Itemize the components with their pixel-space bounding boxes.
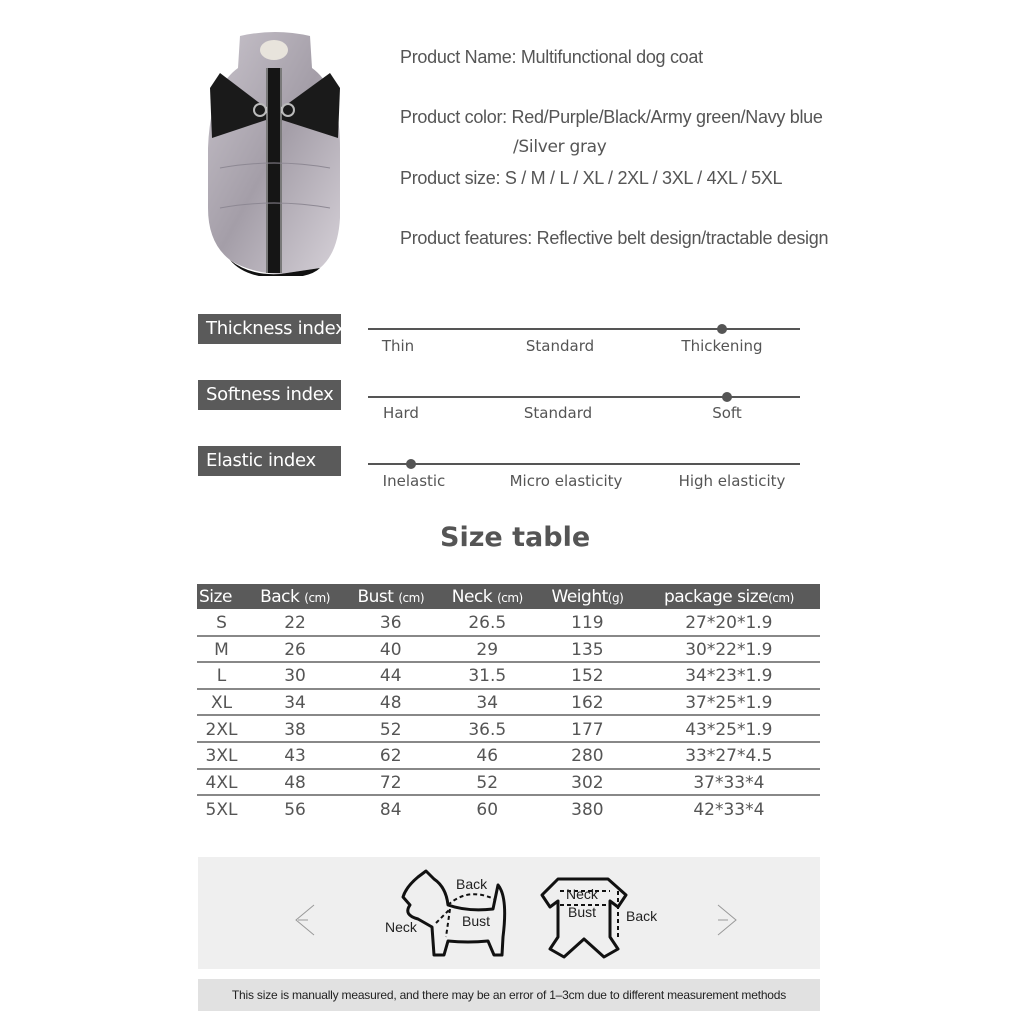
index-marker	[717, 324, 727, 334]
table-cell: 3XL	[205, 746, 238, 767]
table-cell: 30*22*1.9	[685, 639, 773, 660]
table-cell: 60	[476, 799, 499, 820]
table-cell: 34	[476, 693, 499, 714]
table-cell: 37*33*4	[693, 772, 765, 793]
index-scale-line	[368, 328, 800, 330]
table-row	[197, 636, 820, 663]
coat-back-label: Back	[626, 908, 658, 924]
left-arrow-icon	[296, 905, 314, 935]
column-header	[197, 584, 246, 609]
index-option: High elasticity	[678, 472, 786, 490]
product-color: Product color: Red/Purple/Black/Army green/Navy blue	[400, 107, 823, 127]
index-label: Elastic index	[198, 446, 341, 476]
table-cell: 135	[571, 639, 604, 660]
column-header	[437, 584, 537, 609]
table-cell: L	[216, 666, 227, 687]
table-cell: 5XL	[205, 799, 238, 820]
measurement-diagram	[198, 857, 820, 969]
coat-neck-label: Neck	[566, 886, 598, 902]
table-cell: 34*23*1.9	[685, 666, 773, 687]
column-header	[344, 584, 437, 609]
table-cell: 38	[284, 719, 306, 740]
table-row	[197, 715, 820, 742]
size-table	[197, 584, 820, 822]
product-features: Product features: Reflective belt design/tractable design	[400, 228, 829, 248]
table-cell: 42*33*4	[693, 799, 765, 820]
table-cell: 36	[379, 612, 402, 633]
right-arrow-icon	[718, 905, 736, 935]
index-option: Inelastic	[382, 472, 446, 490]
table-cell: 119	[571, 612, 604, 633]
table-cell: 52	[379, 719, 402, 740]
table-cell: 30	[284, 666, 306, 687]
index-marker	[406, 459, 416, 469]
index-option: Standard	[523, 404, 593, 422]
table-cell: 31.5	[468, 666, 507, 687]
table-cell: 40	[379, 639, 402, 660]
table-row	[197, 609, 820, 636]
table-cell: 52	[476, 772, 499, 793]
diagram-graphics	[198, 857, 820, 969]
table-cell: 22	[284, 612, 306, 633]
dog-back-label: Back	[456, 876, 488, 892]
index-marker	[722, 392, 732, 402]
table-cell: 48	[284, 772, 306, 793]
table-cell: 48	[379, 693, 402, 714]
table-cell: 37*25*1.9	[685, 693, 773, 714]
index-scale-line	[368, 463, 800, 465]
column-header-label: Bust	[357, 586, 399, 607]
index-label: Softness index	[198, 380, 341, 410]
column-header-unit: (g)	[607, 590, 624, 605]
index-option: Hard	[383, 404, 419, 422]
table-cell: 56	[284, 799, 306, 820]
table-cell: 380	[571, 799, 604, 820]
table-row	[197, 742, 820, 769]
table-cell: 280	[571, 746, 604, 767]
table-cell: XL	[210, 693, 233, 714]
table-cell: 177	[571, 719, 604, 740]
table-row	[197, 769, 820, 796]
table-cell: 29	[476, 639, 499, 660]
table-cell: 84	[379, 799, 402, 820]
product-size: Product size: S / M / L / XL / 2XL / 3XL / 4XL / 5XL	[400, 168, 783, 188]
table-cell: 2XL	[205, 719, 238, 740]
column-header-unit: (cm)	[768, 590, 794, 605]
product-image	[200, 28, 350, 276]
index-scale-line	[368, 396, 800, 398]
table-cell: 26.5	[468, 612, 507, 633]
measurement-note: This size is manually measured, and there may be an error of 1–3cm due to different measurement methods	[198, 979, 820, 1011]
index-option: Standard	[525, 337, 595, 355]
product-name: Product Name: Multifunctional dog coat	[400, 47, 703, 67]
table-cell: 62	[379, 746, 402, 767]
table-cell: 72	[379, 772, 402, 793]
index-option: Soft	[712, 404, 742, 422]
table-cell: 44	[379, 666, 402, 687]
column-header-label: Weight	[551, 586, 608, 607]
column-header-label: Neck	[451, 586, 498, 607]
size-table-title: Size table	[440, 522, 591, 553]
column-header-label: Size	[199, 586, 232, 607]
table-cell: M	[214, 639, 229, 660]
table-cell: 43*25*1.9	[685, 719, 773, 740]
index-label: Thickness index	[198, 314, 341, 344]
coat-bust-label: Bust	[568, 904, 597, 920]
size-table-header	[197, 584, 820, 609]
dog-bust-label: Bust	[462, 913, 491, 929]
table-cell: 36.5	[468, 719, 507, 740]
column-header	[638, 584, 820, 609]
table-cell: 46	[476, 746, 499, 767]
dog-neck-label: Neck	[385, 919, 417, 935]
column-header-unit: (cm)	[398, 590, 425, 605]
table-cell: 43	[284, 746, 306, 767]
table-cell: 152	[571, 666, 604, 687]
column-header	[537, 584, 638, 609]
table-cell: 34	[284, 693, 306, 714]
table-cell: 4XL	[205, 772, 238, 793]
product-color-continued: /Silver gray	[513, 137, 607, 157]
column-header-label: Back	[260, 586, 305, 607]
table-row	[197, 689, 820, 716]
column-header	[246, 584, 344, 609]
column-header-unit: (cm)	[304, 590, 330, 605]
table-row	[197, 795, 820, 822]
table-cell: 162	[571, 693, 604, 714]
index-option: Thickening	[681, 337, 763, 355]
column-header-unit: (cm)	[497, 590, 523, 605]
table-cell: S	[216, 612, 227, 633]
index-option: Micro elasticity	[509, 472, 623, 490]
table-row	[197, 662, 820, 689]
table-cell: 302	[571, 772, 604, 793]
index-option: Thin	[381, 337, 415, 355]
table-cell: 26	[284, 639, 306, 660]
table-cell: 27*20*1.9	[685, 612, 773, 633]
column-header-label: package size	[663, 586, 769, 607]
table-cell: 33*27*4.5	[685, 746, 773, 767]
